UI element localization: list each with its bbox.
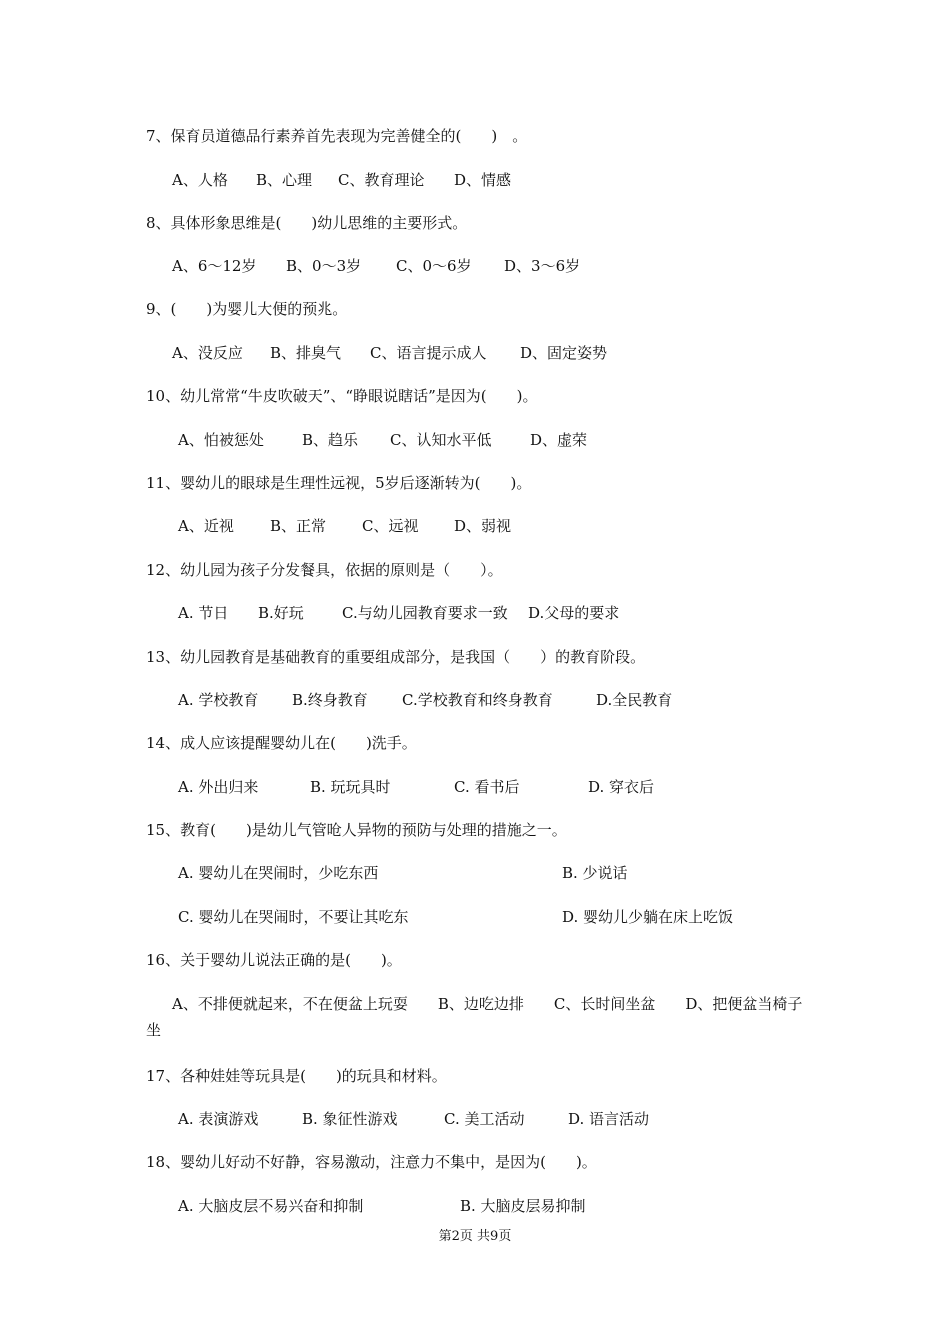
option: D、虚荣 (530, 431, 588, 449)
option: A、人格 (172, 171, 228, 189)
question-stem: 8、具体形象思维是( )幼儿思维的主要形式。 (146, 214, 468, 232)
option: D、固定姿势 (520, 344, 608, 362)
question-stem: 17、各种娃娃等玩具是( )的玩具和材料。 (146, 1067, 447, 1085)
option: C. 婴幼儿在哭闹时，不要让其吃东 (178, 908, 409, 926)
option: A. 学校教育 (178, 691, 259, 709)
option: B.好玩 (258, 604, 304, 622)
option: B、趋乐 (302, 431, 359, 449)
option: B. 大脑皮层易抑制 (460, 1197, 586, 1215)
option: D、情感 (454, 171, 512, 189)
option: A. 大脑皮层不易兴奋和抑制 (178, 1197, 364, 1215)
option: A. 节日 (178, 604, 229, 622)
option: B. 少说话 (562, 864, 628, 882)
option: A、近视 (178, 517, 234, 535)
option: A. 婴幼儿在哭闹时，少吃东西 (178, 864, 379, 882)
option: B、心理 (256, 171, 313, 189)
option: B.终身教育 (292, 691, 368, 709)
option-paragraph: A、不排便就起来，不在便盆上玩耍 B、边吃边排 C、长时间坐盆 D、把便盆当椅子坐 (146, 995, 803, 1039)
option: C、远视 (362, 517, 419, 535)
option: A、6～12岁 (172, 257, 257, 275)
option: C、0～6岁 (396, 257, 472, 275)
option: D. 语言活动 (568, 1110, 650, 1128)
question-stem: 11、婴幼儿的眼球是生理性远视，5岁后逐渐转为( )。 (146, 474, 532, 492)
option: C. 看书后 (454, 778, 520, 796)
option: D、弱视 (454, 517, 512, 535)
option: B、排臭气 (270, 344, 342, 362)
question-stem: 9、( )为婴儿大便的预兆。 (146, 300, 348, 318)
option: D、3～6岁 (504, 257, 581, 275)
question-stem: 16、关于婴幼儿说法正确的是( )。 (146, 951, 402, 969)
question-stem: 14、成人应该提醒婴幼儿在( )洗手。 (146, 734, 417, 752)
question-stem: 7、保育员道德品行素养首先表现为完善健全的( ) 。 (146, 127, 528, 145)
option: B、0～3岁 (286, 257, 362, 275)
option: D.父母的要求 (528, 604, 620, 622)
option: D. 穿衣后 (588, 778, 655, 796)
question-stem: 15、教育( )是幼儿气管呛人异物的预防与处理的措施之一。 (146, 821, 567, 839)
option: D.全民教育 (596, 691, 673, 709)
option: B. 玩玩具时 (310, 778, 391, 796)
question-stem: 12、幼儿园为孩子分发餐具，依据的原则是（ ）。 (146, 561, 503, 579)
option: A. 表演游戏 (178, 1110, 259, 1128)
option: C、教育理论 (338, 171, 425, 189)
option: C.学校教育和终身教育 (402, 691, 553, 709)
page-footer: 第2页 共9页 (438, 1229, 512, 1244)
option: A、怕被惩处 (178, 431, 264, 449)
option: C.与幼儿园教育要求一致 (342, 604, 508, 622)
question-stem: 10、幼儿常常“牛皮吹破天”、“睁眼说瞎话”是因为( )。 (146, 387, 538, 405)
option: C、语言提示成人 (370, 344, 487, 362)
option: B、正常 (270, 517, 327, 535)
question-stem: 13、幼儿园教育是基础教育的重要组成部分，是我国（ ）的教育阶段。 (146, 648, 646, 666)
option: D. 婴幼儿少躺在床上吃饭 (562, 908, 734, 926)
option: A. 外出归来 (178, 778, 259, 796)
option: B. 象征性游戏 (302, 1110, 398, 1128)
option: C. 美工活动 (444, 1110, 525, 1128)
option: C、认知水平低 (390, 431, 492, 449)
option: A、没反应 (172, 344, 243, 362)
question-stem: 18、婴幼儿好动不好静，容易激动，注意力不集中，是因为( )。 (146, 1153, 597, 1171)
